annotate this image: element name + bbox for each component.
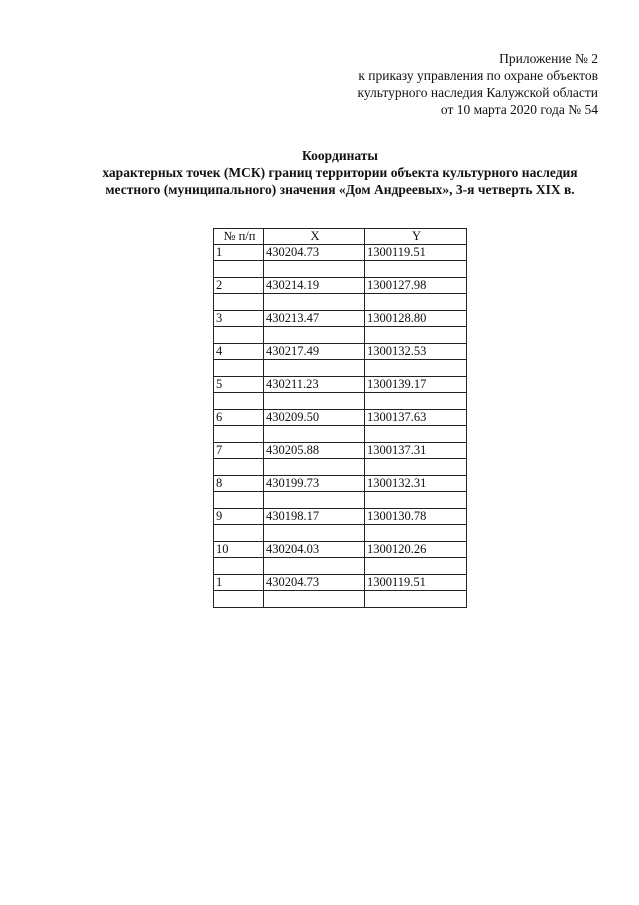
cell-number: 8 (214, 476, 264, 492)
table-blank-row (214, 393, 467, 410)
table-blank-row (214, 591, 467, 608)
cell-x: 430199.73 (264, 476, 365, 492)
cell-y: 1300137.31 (365, 443, 467, 459)
cell-number: 7 (214, 443, 264, 459)
cell-x: 430205.88 (264, 443, 365, 459)
cell-x: 430217.49 (264, 344, 365, 360)
cell-y: 1300137.63 (365, 410, 467, 426)
table-row (214, 443, 467, 459)
heading-subtitle-line1: характерных точек (МСК) границ территории объекта культурного наследия (102, 165, 578, 180)
table-row (214, 344, 467, 360)
annex-order-line: к приказу управления по охране объектов (358, 68, 598, 83)
cell-x: 430204.73 (264, 575, 365, 591)
table-blank-row (214, 360, 467, 377)
cell-y: 1300120.26 (365, 542, 467, 558)
table-row (214, 542, 467, 558)
cell-y: 1300119.51 (365, 245, 467, 261)
table-row (214, 377, 467, 393)
table-blank-row (214, 558, 467, 575)
cell-number: 2 (214, 278, 264, 294)
table-row (214, 311, 467, 327)
cell-x: 430204.03 (264, 542, 365, 558)
cell-y: 1300132.31 (365, 476, 467, 492)
table-row (214, 245, 467, 261)
cell-y: 1300132.53 (365, 344, 467, 360)
annex-block (357, 50, 598, 118)
cell-y: 1300130.78 (365, 509, 467, 525)
annex-number: Приложение № 2 (499, 51, 598, 66)
coordinates-table (213, 228, 467, 608)
header-x: X (264, 229, 365, 245)
table-row (214, 476, 467, 492)
heading-subtitle-line2: местного (муниципального) значения «Дом Андреевых», 3-я четверть XIX в. (105, 182, 575, 197)
table-blank-row (214, 459, 467, 476)
cell-x: 430198.17 (264, 509, 365, 525)
cell-number: 6 (214, 410, 264, 426)
cell-number: 1 (214, 245, 264, 261)
cell-number: 9 (214, 509, 264, 525)
cell-number: 3 (214, 311, 264, 327)
table-row (214, 278, 467, 294)
table-blank-row (214, 426, 467, 443)
table-blank-row (214, 327, 467, 344)
table-blank-row (214, 261, 467, 278)
cell-x: 430214.19 (264, 278, 365, 294)
heading-title: Координаты (302, 148, 378, 163)
table-header-row (214, 229, 467, 245)
table-row (214, 575, 467, 591)
cell-y: 1300128.80 (365, 311, 467, 327)
table-blank-row (214, 525, 467, 542)
cell-number: 4 (214, 344, 264, 360)
cell-x: 430211.23 (264, 377, 365, 393)
cell-y: 1300127.98 (365, 278, 467, 294)
cell-number: 5 (214, 377, 264, 393)
cell-x: 430204.73 (264, 245, 365, 261)
table-blank-row (214, 294, 467, 311)
annex-authority-line: культурного наследия Калужской области (357, 85, 598, 100)
header-y: Y (365, 229, 467, 245)
cell-number: 10 (214, 542, 264, 558)
cell-y: 1300139.17 (365, 377, 467, 393)
table-row (214, 509, 467, 525)
table-blank-row (214, 492, 467, 509)
header-number: № п/п (214, 229, 264, 245)
cell-x: 430209.50 (264, 410, 365, 426)
cell-number: 1 (214, 575, 264, 591)
cell-y: 1300119.51 (365, 575, 467, 591)
cell-x: 430213.47 (264, 311, 365, 327)
document-heading (0, 147, 639, 198)
annex-date-line: от 10 марта 2020 года № 54 (440, 102, 598, 117)
table-row (214, 410, 467, 426)
